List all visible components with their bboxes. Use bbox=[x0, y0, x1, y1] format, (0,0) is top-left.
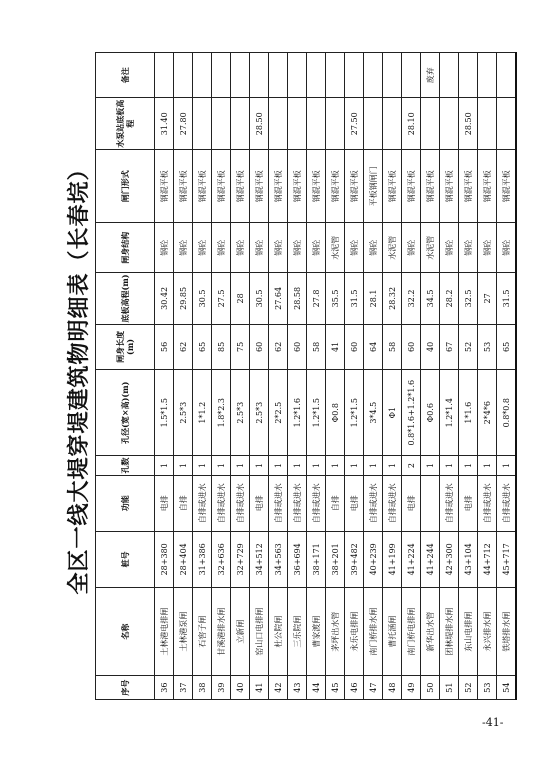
table-row bbox=[288, 53, 307, 700]
table-cell: 2.5*3 bbox=[174, 370, 193, 456]
table-cell: 49 bbox=[402, 676, 421, 700]
table-cell: 永乐电排闸 bbox=[345, 587, 364, 675]
table-cell: 立新闸 bbox=[231, 587, 250, 675]
table-cell: 自排或进水 bbox=[440, 475, 459, 531]
table-cell: 28+404 bbox=[174, 531, 193, 587]
table-cell: 32.5 bbox=[459, 273, 478, 325]
table-cell: 54 bbox=[497, 676, 517, 700]
table-cell bbox=[383, 53, 402, 98]
table-cell: 36 bbox=[155, 676, 174, 700]
table-cell bbox=[307, 53, 326, 98]
table-cell: 钢砼 bbox=[193, 223, 212, 273]
table-cell: 43 bbox=[288, 676, 307, 700]
table-cell: 钢混平板 bbox=[440, 150, 459, 223]
table-cell bbox=[383, 98, 402, 150]
table-cell bbox=[155, 53, 174, 98]
table-cell: 自排或进水 bbox=[193, 475, 212, 531]
column-header: 闸身长度(m) bbox=[96, 324, 155, 369]
table-cell: 32.2 bbox=[402, 273, 421, 325]
table-cell bbox=[212, 98, 231, 150]
table-cell: 1 bbox=[269, 456, 288, 475]
table-cell: 28.58 bbox=[288, 273, 307, 325]
table-cell: 50 bbox=[421, 676, 440, 700]
table-cell: 27 bbox=[478, 273, 497, 325]
table-cell: 钢砼 bbox=[174, 223, 193, 273]
table-cell: 34+512 bbox=[250, 531, 269, 587]
table-cell: 48 bbox=[383, 676, 402, 700]
table-cell: 52 bbox=[459, 324, 478, 369]
table-cell: 53 bbox=[478, 676, 497, 700]
table-cell: 钢混平板 bbox=[269, 150, 288, 223]
table-row bbox=[269, 53, 288, 700]
table-cell: 南门桥排水闸 bbox=[364, 587, 383, 675]
table-cell: 1 bbox=[326, 456, 345, 475]
table-cell: 30.42 bbox=[155, 273, 174, 325]
table-cell: 电排 bbox=[402, 475, 421, 531]
table-cell: 钢混平板 bbox=[402, 150, 421, 223]
table-cell: 64 bbox=[364, 324, 383, 369]
table-cell: 钢混平板 bbox=[174, 150, 193, 223]
table-cell: 钢混平板 bbox=[307, 150, 326, 223]
table-cell: 1*1.6 bbox=[459, 370, 478, 456]
table-row bbox=[307, 53, 326, 700]
table-cell bbox=[345, 53, 364, 98]
table-cell: Φ1 bbox=[383, 370, 402, 456]
table-cell: 自排 bbox=[326, 475, 345, 531]
table-cell: 钢混平板 bbox=[459, 150, 478, 223]
table-cell: 钢砼 bbox=[250, 223, 269, 273]
table-cell: 水泥管 bbox=[421, 223, 440, 273]
table-cell: 钢砼 bbox=[459, 223, 478, 273]
table-cell bbox=[402, 53, 421, 98]
table-cell: 38 bbox=[193, 676, 212, 700]
table-cell: 团林堤排水闸 bbox=[440, 587, 459, 675]
table-cell: 自排或进水 bbox=[497, 475, 517, 531]
table-cell: 41+244 bbox=[421, 531, 440, 587]
table-cell: 钢混平板 bbox=[421, 150, 440, 223]
table-cell: 1 bbox=[212, 456, 231, 475]
column-header: 孔径(宽×高)(m) bbox=[96, 370, 155, 456]
table-cell: 1 bbox=[383, 456, 402, 475]
table-cell: 2 bbox=[402, 456, 421, 475]
table-cell: 35.5 bbox=[326, 273, 345, 325]
table-cell: 2*4*6 bbox=[478, 370, 497, 456]
table-cell: 58 bbox=[307, 324, 326, 369]
table-cell bbox=[288, 53, 307, 98]
table-cell: 28 bbox=[231, 273, 250, 325]
table-row bbox=[440, 53, 459, 700]
table-cell: 1*1.2 bbox=[193, 370, 212, 456]
table-cell: 41 bbox=[250, 676, 269, 700]
table-cell: 钢混平板 bbox=[326, 150, 345, 223]
table-cell: 钢混平板 bbox=[212, 150, 231, 223]
table-cell: 1 bbox=[497, 456, 517, 475]
table-cell: 1 bbox=[478, 456, 497, 475]
table-row bbox=[174, 53, 193, 700]
table-cell bbox=[478, 98, 497, 150]
table-cell: 60 bbox=[288, 324, 307, 369]
table-cell: 1 bbox=[155, 456, 174, 475]
column-header: 名称 bbox=[96, 587, 155, 675]
table-cell: 1 bbox=[421, 456, 440, 475]
column-header: 序号 bbox=[96, 676, 155, 700]
table-cell: 62 bbox=[269, 324, 288, 369]
table-cell: Φ0.6 bbox=[421, 370, 440, 456]
table-cell: 52 bbox=[459, 676, 478, 700]
table-row bbox=[421, 53, 440, 700]
table-cell: 钢砼 bbox=[288, 223, 307, 273]
column-header: 桩号 bbox=[96, 531, 155, 587]
table-cell: 30.5 bbox=[193, 273, 212, 325]
table-cell bbox=[459, 53, 478, 98]
table-cell: 60 bbox=[345, 324, 364, 369]
table-cell: 平板钢闸门 bbox=[364, 150, 383, 223]
table-cell: 自排或进水 bbox=[383, 475, 402, 531]
table-cell: 电排 bbox=[459, 475, 478, 531]
table-row bbox=[250, 53, 269, 700]
table-cell: 28.50 bbox=[250, 98, 269, 150]
table-cell: 38+201 bbox=[326, 531, 345, 587]
table-cell: 1.2*1.4 bbox=[440, 370, 459, 456]
table-cell: 31.5 bbox=[497, 273, 517, 325]
table-cell: 钢砼 bbox=[440, 223, 459, 273]
table-cell: 39 bbox=[212, 676, 231, 700]
table-cell bbox=[288, 98, 307, 150]
table-cell: 钢砼 bbox=[345, 223, 364, 273]
table-cell: 钢砼 bbox=[155, 223, 174, 273]
table-cell: 37 bbox=[174, 676, 193, 700]
table-row bbox=[364, 53, 383, 700]
table-cell: 39+482 bbox=[345, 531, 364, 587]
table-cell: 钢砼 bbox=[307, 223, 326, 273]
table-cell: 铁塔排水闸 bbox=[497, 587, 517, 675]
table-row bbox=[193, 53, 212, 700]
table-cell: 28.1 bbox=[364, 273, 383, 325]
table-cell: 1 bbox=[364, 456, 383, 475]
table-cell: 40 bbox=[421, 324, 440, 369]
table-cell: 自排或进水 bbox=[231, 475, 250, 531]
table-cell: 自排或进水 bbox=[307, 475, 326, 531]
table-cell: 34+563 bbox=[269, 531, 288, 587]
table-row bbox=[231, 53, 250, 700]
table-cell: 钢混平板 bbox=[288, 150, 307, 223]
table-cell bbox=[193, 98, 212, 150]
table-cell: 1.2*1.5 bbox=[345, 370, 364, 456]
table-cell: 1 bbox=[307, 456, 326, 475]
table-cell: 65 bbox=[193, 324, 212, 369]
table-cell: 钢砼 bbox=[497, 223, 517, 273]
table-cell: 钢混平板 bbox=[250, 150, 269, 223]
structures-table bbox=[95, 52, 517, 700]
table-cell: 0.8*1.6+1.2*1.6 bbox=[402, 370, 421, 456]
table-cell bbox=[421, 475, 440, 531]
table-cell: 31+386 bbox=[193, 531, 212, 587]
table-cell: 1.2*1.5 bbox=[307, 370, 326, 456]
table-cell: 1.2*1.6 bbox=[288, 370, 307, 456]
table-cell: 27.8 bbox=[307, 273, 326, 325]
table-cell: 钢混平板 bbox=[155, 150, 174, 223]
table-cell: 钢混平板 bbox=[231, 150, 250, 223]
table-cell bbox=[250, 53, 269, 98]
table-cell: 钢混平板 bbox=[345, 150, 364, 223]
table-cell bbox=[174, 53, 193, 98]
table-cell: 32+636 bbox=[212, 531, 231, 587]
table-cell: 41+224 bbox=[402, 531, 421, 587]
table-cell bbox=[231, 53, 250, 98]
table-cell: 钢混平板 bbox=[478, 150, 497, 223]
table-cell bbox=[497, 98, 517, 150]
column-header: 备注 bbox=[96, 53, 155, 98]
table-cell: 1 bbox=[440, 456, 459, 475]
table-cell: 3*4.5 bbox=[364, 370, 383, 456]
table-cell: 钢砼 bbox=[402, 223, 421, 273]
table-cell: 85 bbox=[212, 324, 231, 369]
table-cell: 1 bbox=[288, 456, 307, 475]
table-cell: 曹托涵闸 bbox=[383, 587, 402, 675]
table-cell: 28.32 bbox=[383, 273, 402, 325]
table-cell: 南门桥电排闸 bbox=[402, 587, 421, 675]
table-cell bbox=[231, 98, 250, 150]
table-cell: 32+729 bbox=[231, 531, 250, 587]
column-header: 水泵站底板高程 bbox=[96, 98, 155, 150]
table-cell: 51 bbox=[440, 676, 459, 700]
table-cell: 钢混平板 bbox=[193, 150, 212, 223]
table-cell: 75 bbox=[231, 324, 250, 369]
table-cell: 36+694 bbox=[288, 531, 307, 587]
column-header: 功能 bbox=[96, 475, 155, 531]
table-cell: 60 bbox=[402, 324, 421, 369]
table-cell: 废弃 bbox=[421, 53, 440, 98]
table-cell: 1 bbox=[459, 456, 478, 475]
table-cell: 44+712 bbox=[478, 531, 497, 587]
table-cell: 45+717 bbox=[497, 531, 517, 587]
table-cell: 45 bbox=[326, 676, 345, 700]
table-cell: 31.40 bbox=[155, 98, 174, 150]
column-header: 闸身结构 bbox=[96, 223, 155, 273]
table-cell: 土林港电排闸 bbox=[155, 587, 174, 675]
table-cell: 53 bbox=[478, 324, 497, 369]
table-cell: 电排 bbox=[155, 475, 174, 531]
table-cell: 67 bbox=[440, 324, 459, 369]
table-cell: 41+199 bbox=[383, 531, 402, 587]
table-cell bbox=[193, 53, 212, 98]
table-cell: 电排 bbox=[250, 475, 269, 531]
table-cell: 自排或进水 bbox=[212, 475, 231, 531]
table-cell: 石窖子闸 bbox=[193, 587, 212, 675]
table-cell: 甘溪港排水闸 bbox=[212, 587, 231, 675]
table-cell: 钢砼 bbox=[212, 223, 231, 273]
table-row bbox=[155, 53, 174, 700]
table-cell: 31.5 bbox=[345, 273, 364, 325]
table-row bbox=[326, 53, 345, 700]
table-cell: 47 bbox=[364, 676, 383, 700]
rotated-page-content bbox=[60, 52, 511, 700]
column-header: 闸门形式 bbox=[96, 150, 155, 223]
column-header: 底板高程(m) bbox=[96, 273, 155, 325]
table-cell: 自排或进水 bbox=[478, 475, 497, 531]
table-cell: 1 bbox=[174, 456, 193, 475]
table-row bbox=[345, 53, 364, 700]
table-cell: 曹家渡闸 bbox=[307, 587, 326, 675]
table-cell: 1 bbox=[345, 456, 364, 475]
table-cell: 钢砼 bbox=[364, 223, 383, 273]
table-cell: 38+171 bbox=[307, 531, 326, 587]
table-cell bbox=[364, 98, 383, 150]
table-cell: 34.5 bbox=[421, 273, 440, 325]
table-cell: 1 bbox=[231, 456, 250, 475]
table-cell: 自排 bbox=[174, 475, 193, 531]
table-cell: 56 bbox=[155, 324, 174, 369]
table-cell bbox=[497, 53, 517, 98]
table-cell: 65 bbox=[497, 324, 517, 369]
table-cell: Φ0.8 bbox=[326, 370, 345, 456]
table-cell bbox=[364, 53, 383, 98]
table-cell: 自排或进水 bbox=[364, 475, 383, 531]
table-cell: 44 bbox=[307, 676, 326, 700]
table-cell: 自排或进水 bbox=[288, 475, 307, 531]
table-cell: 钢砼 bbox=[231, 223, 250, 273]
table-row bbox=[497, 53, 517, 700]
table-cell bbox=[440, 53, 459, 98]
table-row bbox=[402, 53, 421, 700]
table-cell: 1.8*2.3 bbox=[212, 370, 231, 456]
table-cell: 新华出水管 bbox=[421, 587, 440, 675]
table-cell: 28.10 bbox=[402, 98, 421, 150]
table-cell: 29.85 bbox=[174, 273, 193, 325]
table-row bbox=[383, 53, 402, 700]
document-title: 全区一线大堤穿堤建筑物明细表（长春垸） bbox=[66, 157, 92, 595]
table-cell: 40+239 bbox=[364, 531, 383, 587]
table-cell: 28+380 bbox=[155, 531, 174, 587]
table-cell: 46 bbox=[345, 676, 364, 700]
table-cell: 30.5 bbox=[250, 273, 269, 325]
table-cell: 茅坪出水管 bbox=[326, 587, 345, 675]
table-cell: 58 bbox=[383, 324, 402, 369]
table-cell: 28.50 bbox=[459, 98, 478, 150]
table-cell: 1 bbox=[250, 456, 269, 475]
table-cell: 43+104 bbox=[459, 531, 478, 587]
table-cell bbox=[307, 98, 326, 150]
table-row bbox=[459, 53, 478, 700]
table-cell: 27.50 bbox=[345, 98, 364, 150]
table-cell: 钢砼 bbox=[478, 223, 497, 273]
table-cell: 2.5*3 bbox=[250, 370, 269, 456]
table-cell: 1.5*1.5 bbox=[155, 370, 174, 456]
table-cell: 0.8*0.8 bbox=[497, 370, 517, 456]
table-cell: 窑山口电排闸 bbox=[250, 587, 269, 675]
table-cell: 三乐院闸 bbox=[288, 587, 307, 675]
table-cell bbox=[212, 53, 231, 98]
table-cell: 42+300 bbox=[440, 531, 459, 587]
table-cell: 水泥管 bbox=[383, 223, 402, 273]
table-cell: 东山电排闸 bbox=[459, 587, 478, 675]
table-cell: 27.64 bbox=[269, 273, 288, 325]
table-cell bbox=[421, 98, 440, 150]
table-cell: 杜公院闸 bbox=[269, 587, 288, 675]
table-cell: 2*2.5 bbox=[269, 370, 288, 456]
table-cell: 1 bbox=[193, 456, 212, 475]
table-cell: 钢混平板 bbox=[383, 150, 402, 223]
page-number: -41- bbox=[482, 716, 504, 729]
table-cell: 水泥管 bbox=[326, 223, 345, 273]
table-cell: 钢混平板 bbox=[497, 150, 517, 223]
header-row bbox=[96, 53, 155, 700]
table-cell: 42 bbox=[269, 676, 288, 700]
table-cell bbox=[326, 53, 345, 98]
table-cell: 钢砼 bbox=[269, 223, 288, 273]
table-cell: 永兴排水闸 bbox=[478, 587, 497, 675]
table-cell: 41 bbox=[326, 324, 345, 369]
table-row bbox=[478, 53, 497, 700]
table-body bbox=[155, 53, 517, 700]
table-cell: 27.5 bbox=[212, 273, 231, 325]
table-cell: 27.80 bbox=[174, 98, 193, 150]
table-cell: 60 bbox=[250, 324, 269, 369]
table-row bbox=[212, 53, 231, 700]
table-cell: 28.2 bbox=[440, 273, 459, 325]
table-cell bbox=[440, 98, 459, 150]
table-cell: 自排或进水 bbox=[269, 475, 288, 531]
table-cell: 电排 bbox=[345, 475, 364, 531]
table-cell: 2.5*3 bbox=[231, 370, 250, 456]
table-cell bbox=[478, 53, 497, 98]
column-header: 孔数 bbox=[96, 456, 155, 475]
table-cell: 40 bbox=[231, 676, 250, 700]
table-cell bbox=[326, 98, 345, 150]
table-cell bbox=[269, 53, 288, 98]
table-cell: 土林港泵闸 bbox=[174, 587, 193, 675]
table-cell: 62 bbox=[174, 324, 193, 369]
table-cell bbox=[269, 98, 288, 150]
